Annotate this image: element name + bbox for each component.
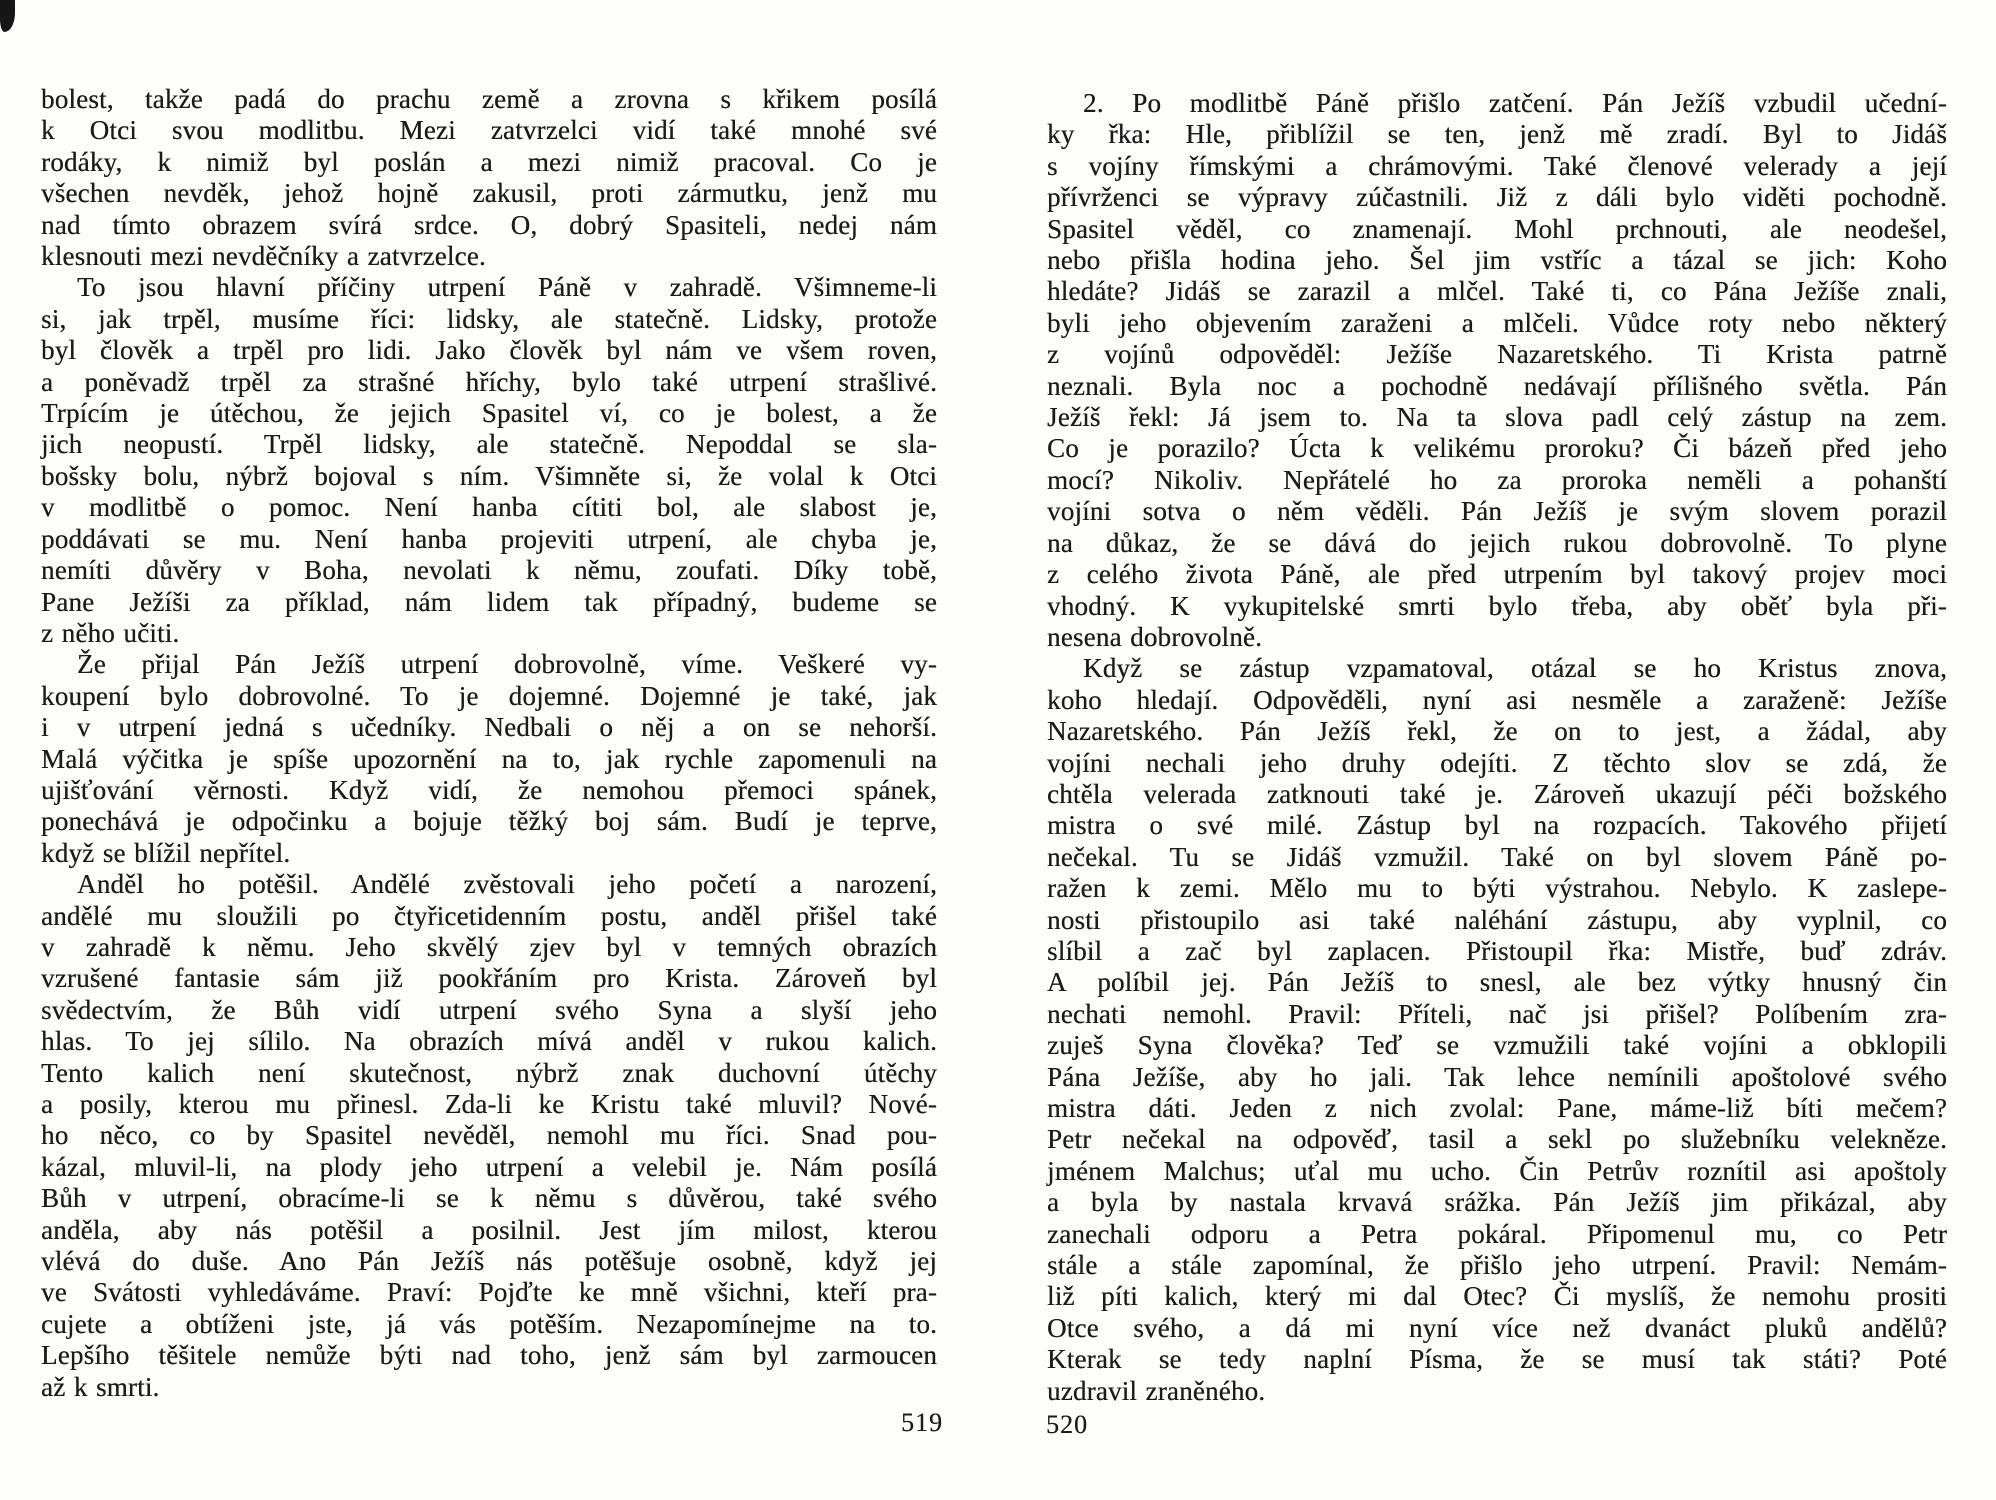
text-line: bošsky bolu, nýbrž bojoval s ním. Všimněte si, že volal k Otci [41,460,937,491]
text-line: vojíni sotva o něm věděli. Pán Ježíš je svým slovem porazil [1047,496,1947,527]
text-line: a byla by nastala krvavá srážka. Pán Ježíš jim přikázal, aby [1047,1187,1947,1218]
text-line: vlévá do duše. Ano Pán Ježíš nás potěšuje osobně, když jej [41,1246,937,1277]
text-line: neznali. Byla noc a pochodně nedávají přílišného světla. Pán [1047,370,1947,401]
text-line: ponechává je odpočinku a bojuje těžký boj sám. Budí je teprve, [41,806,937,837]
text-line: z celého života Páně, ale před utrpením byl takový projev moci [1047,559,1947,590]
text-line: uzdravil zraněného. [1047,1375,1266,1406]
text-line: Když se zástup vzpamatoval, otázal se ho Kristus znova, [1083,653,1947,684]
text-line: zuješ Syna člověka? Teď se vzmužili také vojíni a obklopili [1047,1030,1947,1061]
text-line: jich neopustí. Trpěl lidsky, ale statečně. Nepoddal se sla- [41,429,937,460]
text-line: koupení bylo dobrovolné. To je dojemné. Dojemné je také, jak [41,680,937,711]
text-line: na důkaz, že se dává do jejich rukou dobrovolně. To plyne [1047,527,1947,558]
text-line: ražen k zemi. Mělo mu to býti výstrahou. Nebylo. K zaslepe- [1047,873,1947,904]
text-line: byl člověk a trpěl pro lidi. Jako člověk byl nám ve všem roven, [41,335,937,366]
text-line: mistra dáti. Jeden z nich zvolal: Pane, máme-liž bíti mečem? [1047,1093,1947,1123]
text-line: nebo přišla hodina jeho. Šel jim vstříc a tázal se jich: Koho [1047,245,1947,276]
text-line: mistra o své milé. Zástup byl na rozpacích. Takového přijetí [1047,810,1947,841]
text-line: a poněvadž trpěl za strašné hříchy, bylo také utrpení strašlivé. [41,366,937,397]
text-line: Že přijal Pán Ježíš utrpení dobrovolně, víme. Veškeré vy- [77,649,937,680]
text-line: Otce svého, a dá mi nyní více než dvanáct pluků andělů? [1047,1312,1947,1343]
text-line: Ježíš řekl: Já jsem to. Na ta slova padl celý zástup na zem. [1047,402,1947,433]
text-line: jménem Malchus; uťal mu ucho. Čin Petrův roznítil asi apoštoly [1047,1155,1947,1186]
text-line: mocí? Nikoliv. Nepřátelé ho za proroka neměli a pohanští [1047,464,1947,495]
text-line: nečekal. Tu se Jidáš vzmužil. Také on byl slovem Páně po- [1047,841,1947,872]
text-line: nesena dobrovolně. [1047,621,1263,652]
text-line: hledáte? Jidáš se zarazil a mlčel. Také ti, co Pána Ježíše znali, [1047,276,1947,307]
text-line: v zahradě k němu. Jeho skvělý zjev byl v temných obrazích [41,931,937,962]
text-line: klesnouti mezi nevděčníky a zatvrzelce. [41,241,486,272]
text-line: svědectvím, že Bůh vidí utrpení svého Syna a slyší jeho [41,994,937,1025]
text-line: zanechali odporu a Petra pokáral. Připomenul mu, co Petr [1047,1218,1947,1249]
text-line: byli jeho objevením zaraženi a mlčeli. Vůdce roty nebo některý [1047,307,1947,338]
text-line: bolest, takže padá do prachu země a zrovna s křikem posílá [41,84,937,114]
text-line: ky řka: Hle, přiblížil se ten, jenž mě zradí. Byl to Jidáš [1047,119,1947,150]
text-line: Bůh v utrpení, obracíme-li se k němu s důvěrou, také svého [41,1183,937,1214]
text-line: kázal, mluvil-li, na plody jeho utrpení a velebil je. Nám posílá [41,1151,937,1182]
text-line: k Otci svou modlitbu. Mezi zatvrzelci vidí také mnohé své [41,115,937,146]
page-number-right: 520 [1046,1410,1088,1439]
text-line: nad tímto obrazem svírá srdce. O, dobrý Spasiteli, nedej nám [41,209,937,240]
scan-corner-artifact [0,0,15,32]
text-line: cujete a obtíženi jste, já vás potěším. Nezapomínejme na to. [41,1308,937,1339]
text-line: Pane Ježíši za příklad, nám lidem tak případný, budeme se [41,586,937,617]
text-line: slíbil a zač byl zaplacen. Přistoupil řka: Mistře, buď zdráv. [1047,935,1947,966]
text-line: A políbil jej. Pán Ježíš to snesl, ale bez výtky hnusný čin [1047,967,1947,998]
text-line: nemíti důvěry v Boha, nevolati k němu, zoufati. Díky tobě, [41,555,937,586]
text-line: všechen nevděk, jehož hojně zakusil, proti zármutku, jenž mu [41,178,937,209]
text-line: Pána Ježíše, aby ho jali. Tak lehce nemínili apoštolové svého [1047,1061,1947,1092]
text-line: rodáky, k nimiž byl poslán a mezi nimiž pracoval. Co je [41,146,937,177]
text-line: si, jak trpěl, musíme říci: lidsky, ale statečně. Lidsky, protože [41,303,937,334]
text-line: Kterak se tedy naplní Písma, že se musí tak státi? Poté [1047,1344,1947,1375]
text-line: Anděl ho potěšil. Andělé zvěstovali jeho početí a narození, [77,869,937,900]
text-line: v modlitbě o pomoc. Není hanba cítiti bol, ale slabost je, [41,492,937,523]
text-line: liž píti kalich, který mi dal Otec? Či myslíš, že nemohu prositi [1047,1281,1947,1312]
text-line: Lepšího těšitele nemůže býti nad toho, jenž sám byl zarmoucen [41,1340,937,1371]
text-line: nechati nemohl. Pravil: Příteli, nač jsi přišel? Políbením zra- [1047,998,1947,1029]
page-number-left: 519 [901,1408,943,1437]
text-line: i v utrpení jedná s učedníky. Nedbali o něj a on se nehorší. [41,712,937,743]
text-line: stále a stále zapomínal, že přišlo jeho utrpení. Pravil: Nemám- [1047,1250,1947,1281]
left-page-column [41,84,937,1403]
text-line: andělé mu sloužili po čtyřicetidenním postu, anděl přišel také [41,900,937,931]
text-line: ujišťování věrnosti. Když vidí, že nemohou přemoci spánek, [41,774,937,805]
text-line: Nazaretského. Pán Ježíš řekl, že on to jest, a žádal, aby [1047,716,1947,747]
text-line: poddávati se mu. Není hanba projeviti utrpení, ale chyba je, [41,523,937,554]
text-line: přívrženci se výpravy zúčastnili. Již z dáli bylo viděti pochodně. [1047,182,1947,213]
text-line: 2. Po modlitbě Páně přišlo zatčení. Pán Ježíš vzbudil učední- [1083,88,1947,118]
text-line: když se blížil nepřítel. [41,837,291,868]
text-line: hlas. To jej sílilo. Na obrazích mívá anděl v rukou kalich. [41,1026,937,1057]
text-line: Co je porazilo? Úcta k velikému proroku? Či bázeň před jeho [1047,433,1947,464]
right-page-column [1047,88,1947,1407]
text-line: vhodný. K vykupitelské smrti bylo třeba, aby oběť byla při- [1047,590,1947,621]
text-line: nosti přistoupilo asi také naléhání zástupu, aby vyplnil, co [1047,904,1947,935]
text-line: Malá výčitka je spíše upozornění na to, jak rychle zapomenuli na [41,743,937,774]
text-line: anděla, aby nás potěšil a posilnil. Jest jím milost, kterou [41,1214,937,1245]
text-line: ho něco, co by Spasitel nevěděl, nemohl mu říci. Snad pou- [41,1120,937,1151]
text-line: vojíni nechali jeho druhy odejíti. Z těchto slov se zdá, že [1047,747,1947,778]
text-line: Trpícím je útěchou, že jejich Spasitel ví, co je bolest, a že [41,398,937,429]
text-line: až k smrti. [41,1371,160,1402]
text-line: ve Svátosti vyhledáváme. Praví: Pojďte ke mně všichni, kteří pra- [41,1277,937,1308]
text-line: z vojínů odpověděl: Ježíše Nazaretského. Ti Krista patrně [1047,339,1947,370]
text-line: koho hledají. Odpověděli, nyní asi nesměle a zaraženě: Ježíše [1047,684,1947,715]
text-line: chtěla velerada zatknouti také je. Zároveň ukazují péči božského [1047,778,1947,809]
text-line: vzrušené fantasie sám již pookřáním pro Krista. Zároveň byl [41,963,937,994]
text-line: Petr nečekal na odpověď, tasil a sekl po služebníku velekněze. [1047,1124,1947,1155]
text-line: a posily, kterou mu přinesl. Zda-li ke Kristu také mluvil? Nové- [41,1089,937,1119]
text-line: To jsou hlavní příčiny utrpení Páně v zahradě. Všimneme-li [77,272,937,303]
text-line: s vojíny římskými a chrámovými. Také členové velerady a její [1047,150,1947,181]
text-line: z něho učiti. [41,617,180,648]
text-line: Tento kalich není skutečnost, nýbrž znak duchovní útěchy [41,1057,937,1088]
text-line: Spasitel věděl, co znamenají. Mohl prchnouti, ale neodešel, [1047,213,1947,244]
